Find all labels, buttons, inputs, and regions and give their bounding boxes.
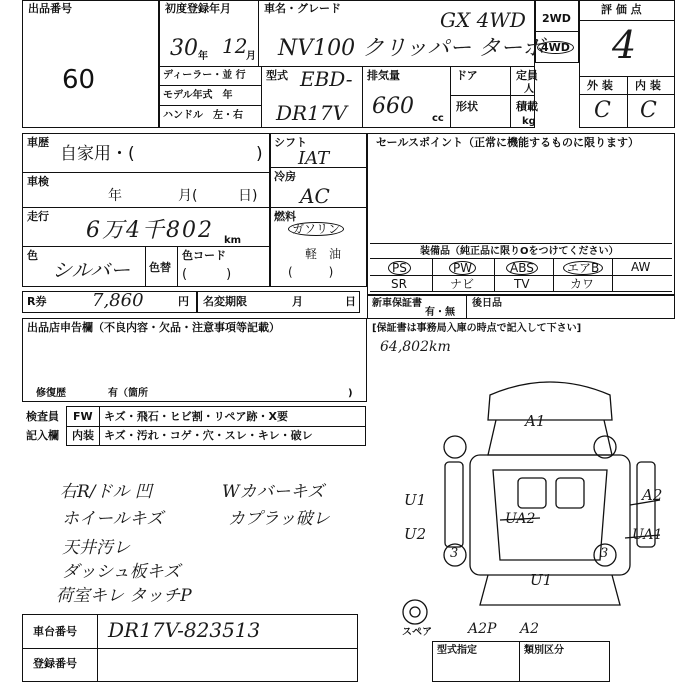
first-reg-label: 初度登録年月	[165, 2, 231, 15]
mileage-unit: km	[224, 235, 242, 246]
model-year-label: モデル年式 年	[163, 90, 233, 101]
fuel-label: 燃料	[274, 210, 296, 223]
mark-rear-left: A2P	[468, 621, 497, 637]
mark-bottom: U1	[530, 571, 553, 589]
equip-abs: ABS	[506, 261, 538, 275]
category-label: 類別区分	[524, 645, 564, 656]
handle-label: ハンドル 左・右	[163, 110, 243, 121]
fuel-gasoline: ガソリン	[288, 222, 344, 236]
type-spec-label: 型式指定	[437, 645, 477, 656]
repaint-label: 色替	[149, 261, 171, 274]
recycle-label: R券	[27, 295, 47, 308]
reg-month: 12	[222, 34, 248, 58]
displacement-unit: cc	[432, 113, 444, 124]
equip-sr: SR	[391, 277, 407, 291]
note-line-2: ホイールキズ	[62, 509, 164, 529]
equip-navi: ナビ	[450, 277, 475, 291]
repair-value: 有（箇所	[108, 388, 148, 399]
mark-wheel-fr: 3	[600, 546, 609, 561]
exterior-label: 外 装	[587, 79, 613, 92]
inspector-label-1: 検査員	[26, 410, 59, 423]
history-value: 自家用・(	[60, 144, 135, 164]
seller-report-label: 出品店申告欄（不良内容・欠品・注意事項等記載）	[27, 321, 280, 334]
warranty-label: 新車保証書	[372, 298, 422, 309]
equip-ps: PS	[388, 261, 411, 275]
shift-value: IAT	[298, 148, 330, 169]
mark-wheel-fl: 3	[450, 546, 459, 561]
color-code-label: 色コード	[182, 249, 226, 262]
mark-right-lower: UA1	[632, 527, 663, 543]
equip-aw: AW	[631, 260, 651, 274]
registration-label: 登録番号	[33, 657, 77, 670]
shift-label: シフト	[274, 136, 307, 149]
name-change-label: 名変期限	[203, 295, 247, 308]
load-unit: kg	[522, 116, 536, 127]
equipment-label: 装備品（純正品に限りOをつけてください）	[420, 246, 619, 257]
interior-label: 内 装	[635, 79, 661, 92]
mark-top: A1	[525, 412, 546, 430]
model-type-label: 型式	[266, 69, 288, 82]
capacity-label: 定員	[516, 69, 538, 82]
inspection-label: 車検	[27, 175, 49, 188]
lot-number: 60	[62, 65, 96, 95]
sales-points-label: セールスポイント（正常に機能するものに限ります）	[376, 136, 640, 149]
repair-label: 修復歴	[36, 388, 66, 399]
reg-year: 30	[170, 36, 198, 61]
mark-left-lower: U2	[404, 525, 427, 543]
grade: GX 4WD	[440, 8, 526, 32]
inspector-row1: キズ・飛石・ヒビ割・リペア跡・X要	[104, 410, 289, 423]
eval-score: 4	[612, 23, 637, 67]
eval-label: 評 価 点	[601, 3, 642, 16]
mark-rear-right: A2	[520, 621, 540, 637]
note-line-3: 天井汚レ	[62, 538, 130, 558]
aircon-label: 冷房	[274, 170, 296, 183]
note-right-1: Wカバーキズ	[222, 482, 325, 502]
mark-right-upper: A2	[642, 486, 663, 504]
shape-label: 形状	[456, 100, 478, 113]
note-line-1: 右R/ドル 凹	[60, 482, 152, 502]
color-value: シルバー	[52, 258, 131, 282]
displacement-value: 660	[372, 94, 414, 119]
capacity-unit: 人	[524, 84, 534, 95]
handwritten-mileage: 64,802km	[380, 339, 451, 355]
dealer-label: ディーラー・並 行	[163, 70, 246, 81]
displacement-label: 排気量	[367, 69, 400, 82]
note-line-5: 荷室キレ タッチP	[56, 586, 192, 606]
recall-label: 後日品	[472, 298, 502, 309]
mark-left-upper: U1	[404, 491, 427, 509]
lot-label: 出品番号	[28, 2, 72, 15]
chassis-value: DR17V-823513	[108, 618, 261, 642]
exterior-grade: C	[594, 98, 611, 123]
chassis-label: 車台番号	[33, 625, 77, 638]
model-type-code: EBD-	[300, 67, 353, 91]
history-label: 車歴	[27, 136, 49, 149]
mileage-value: 6万4千802	[86, 218, 214, 243]
equip-pw: PW	[449, 261, 476, 275]
inspector-label-2: 記入欄	[26, 429, 59, 442]
drive-4wd: 4WD	[537, 41, 574, 54]
spare-label: スペア	[402, 627, 432, 638]
color-label: 色	[27, 249, 38, 262]
aircon-value: AC	[300, 184, 330, 208]
equip-airbag: エアB	[563, 261, 603, 275]
equip-leather: カワ	[570, 277, 595, 291]
warranty-note: [保証書は事務局入庫の時点で記入して下さい]	[372, 323, 582, 334]
car-name-label: 車名・グレード	[264, 2, 341, 15]
note-right-2: カプラッ破レ	[228, 509, 330, 529]
mark-center: UA2	[505, 511, 536, 527]
model-type-value: DR17V	[276, 101, 347, 125]
note-line-4: ダッシュ板キズ	[62, 562, 181, 582]
load-label: 積載	[516, 100, 538, 113]
door-label: ドア	[456, 69, 478, 82]
inspector-row2: キズ・汚れ・コゲ・穴・スレ・キレ・破レ	[104, 429, 313, 442]
equip-tv: TV	[514, 277, 530, 291]
mileage-label: 走行	[27, 210, 49, 223]
drive-2wd: 2WD	[542, 12, 571, 25]
interior-grade: C	[640, 98, 657, 123]
car-name: NV100 クリッパー ターボ	[278, 36, 545, 61]
recycle-value: 7,860	[92, 290, 144, 311]
